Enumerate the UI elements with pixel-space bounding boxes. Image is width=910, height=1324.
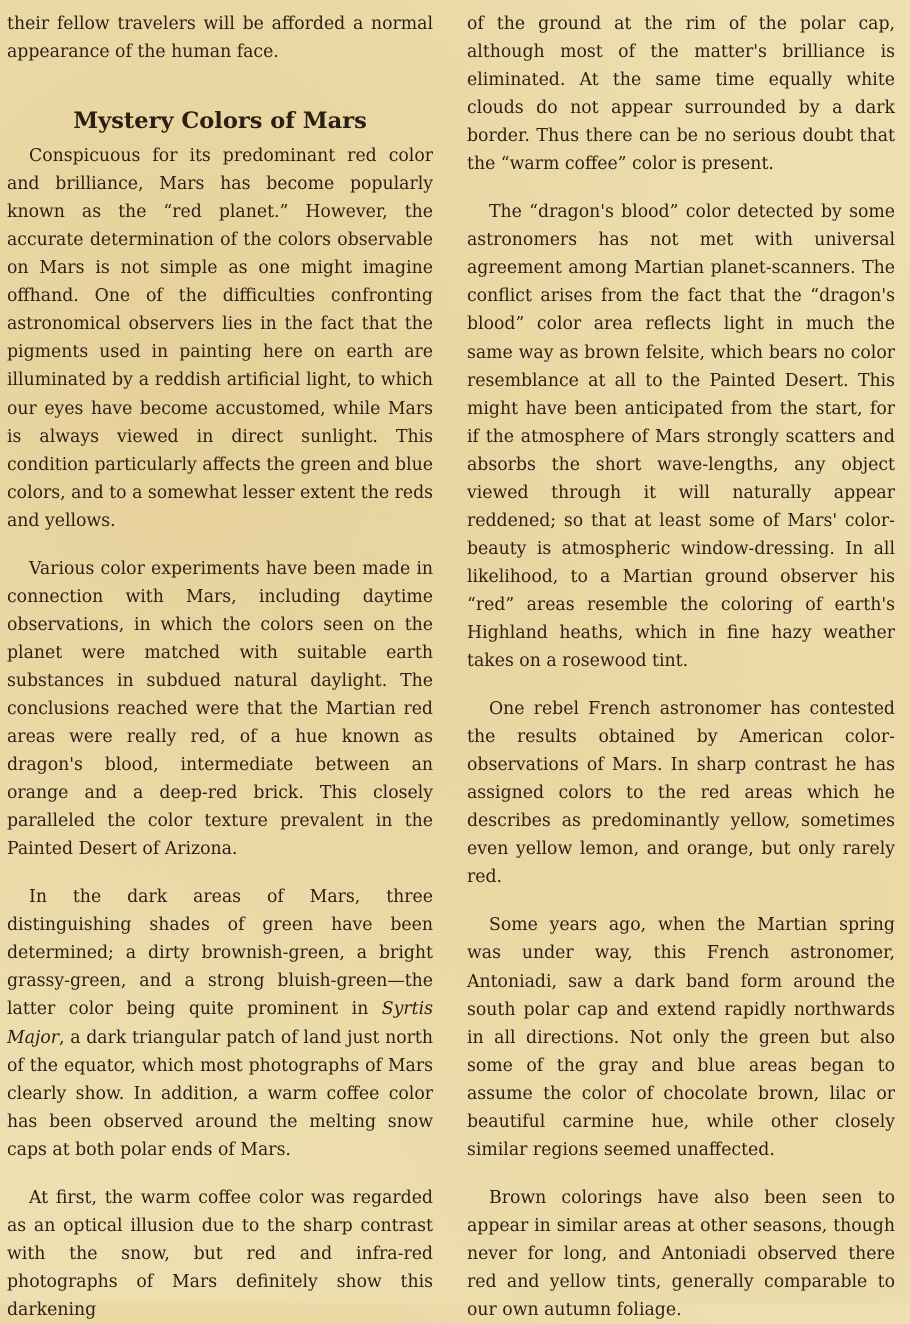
left-column — [7, 10, 433, 1324]
paragraph-gap — [7, 863, 433, 883]
paragraph-at-first: At first, the warm coffee color was regarded as an optical illusion due to the sharp contrast with the snow, but red and infra-red photographs of Mars definitely show this darkening — [7, 1187, 433, 1320]
paragraph-antoniadi: Some years ago, when the Martian spring was under way, this French astronomer, Antoniadi, saw a dark band form around the south polar cap and extend rapidly northwards in all directions. Not only the green but also some of the gray and blue areas began to assume the color of chocolate brown, lilac or beautiful carmine hue, while other closely similar regions seemed unaffected. — [467, 915, 895, 1160]
paragraph-dragons-blood: The “dragon's blood” color detected by some astronomers has not met with universal agreement among Martian planet-scanners. The conflict arises from the fact that the “dragon's blood” color area reflects light in much the same way as brown felsite, which bears no color resemblance at all to the Painted Desert. This might have been anticipated from the start, for if the atmosphere of Mars strongly scatters and absorbs the short wave-lengths, any object viewed through it will naturally appear reddened; so that at least some of Mars' color-beauty is atmospheric window-dressing. In all likelihood, to a Martian ground observer his “red” areas resemble the coloring of earth's Highland heaths, which in fine hazy weather takes on a rosewood tint. — [467, 202, 895, 672]
paragraph-rebel-astronomer: One rebel French astronomer has contested the results obtained by American color-observations of Mars. In sharp contrast he has assigned colors to the red areas which he describes as predominantly yellow, sometimes even yellow lemon, and orange, but only rarely red. — [467, 699, 895, 888]
paragraph-gap — [467, 891, 895, 911]
paragraph-gap — [7, 535, 433, 555]
continuation-paragraph: their fellow travelers will be afforded a normal appearance of the human face. — [7, 14, 433, 63]
right-column — [467, 10, 895, 1324]
text-segment: In the dark areas of Mars, three distinguishing shades of green have been determined; a dirty brownish-green, a bright grassy-green, and a strong bluish-green—the latter color being quite prominent in — [7, 887, 433, 1020]
paragraph-conspicuous: Conspicuous for its predominant red color and brilliance, Mars has become popularly known as the “red planet.” However, the accurate determination of the colors observable on Mars is not simple as one might imagine offhand. One of the difficulties confronting astronomical observers lies in the fact that the pigments used in painting here on earth are illuminated by a reddish artificial light, to which our eyes have become accustomed, while Mars is always viewed in direct sunlight. This condition particularly affects the green and blue colors, and to a somewhat lesser extent the reds and yellows. — [7, 146, 433, 531]
paragraph-gap — [7, 1164, 433, 1184]
paragraph-gap — [467, 675, 895, 695]
continuation-paragraph: of the ground at the rim of the polar cap, although most of the matter's brilliance is eliminated. At the same time equally white clouds do not appear surrounded by a dark border. Thus there can be no serious doubt that the “warm coffee” color is present. — [467, 14, 895, 175]
article-heading: Mystery Colors of Mars — [73, 108, 367, 135]
text-segment: , a dark triangular patch of land just north of the equator, which most photographs of Mars clearly show. In addition, a warm coffee color has been observed around the melting snow caps at both polar ends of Mars. — [7, 1027, 433, 1160]
paragraph-dark-areas — [7, 883, 433, 1163]
italic-term: Syrtis Major — [7, 999, 433, 1048]
paragraph-brown-colorings: Brown colorings have also been seen to appear in similar areas at other seasons, though never for long, and Antoniadi observed there red and yellow tints, generally comparable to our own autumn foliage. — [467, 1187, 895, 1321]
paragraph-gap — [467, 178, 895, 198]
paragraph-gap — [467, 1164, 895, 1184]
paragraph-experiments: Various color experiments have been made in connection with Mars, including daytime observations, in which the colors seen on the planet were matched with suitable earth substances in subdued natural daylight. The conclusions reached were that the Martian red areas were really red, of a hue known as dragon's blood, intermediate between an orange and a deep-red brick. This closely paralleled the color texture prevalent in the Painted Desert of Arizona. — [7, 558, 433, 860]
